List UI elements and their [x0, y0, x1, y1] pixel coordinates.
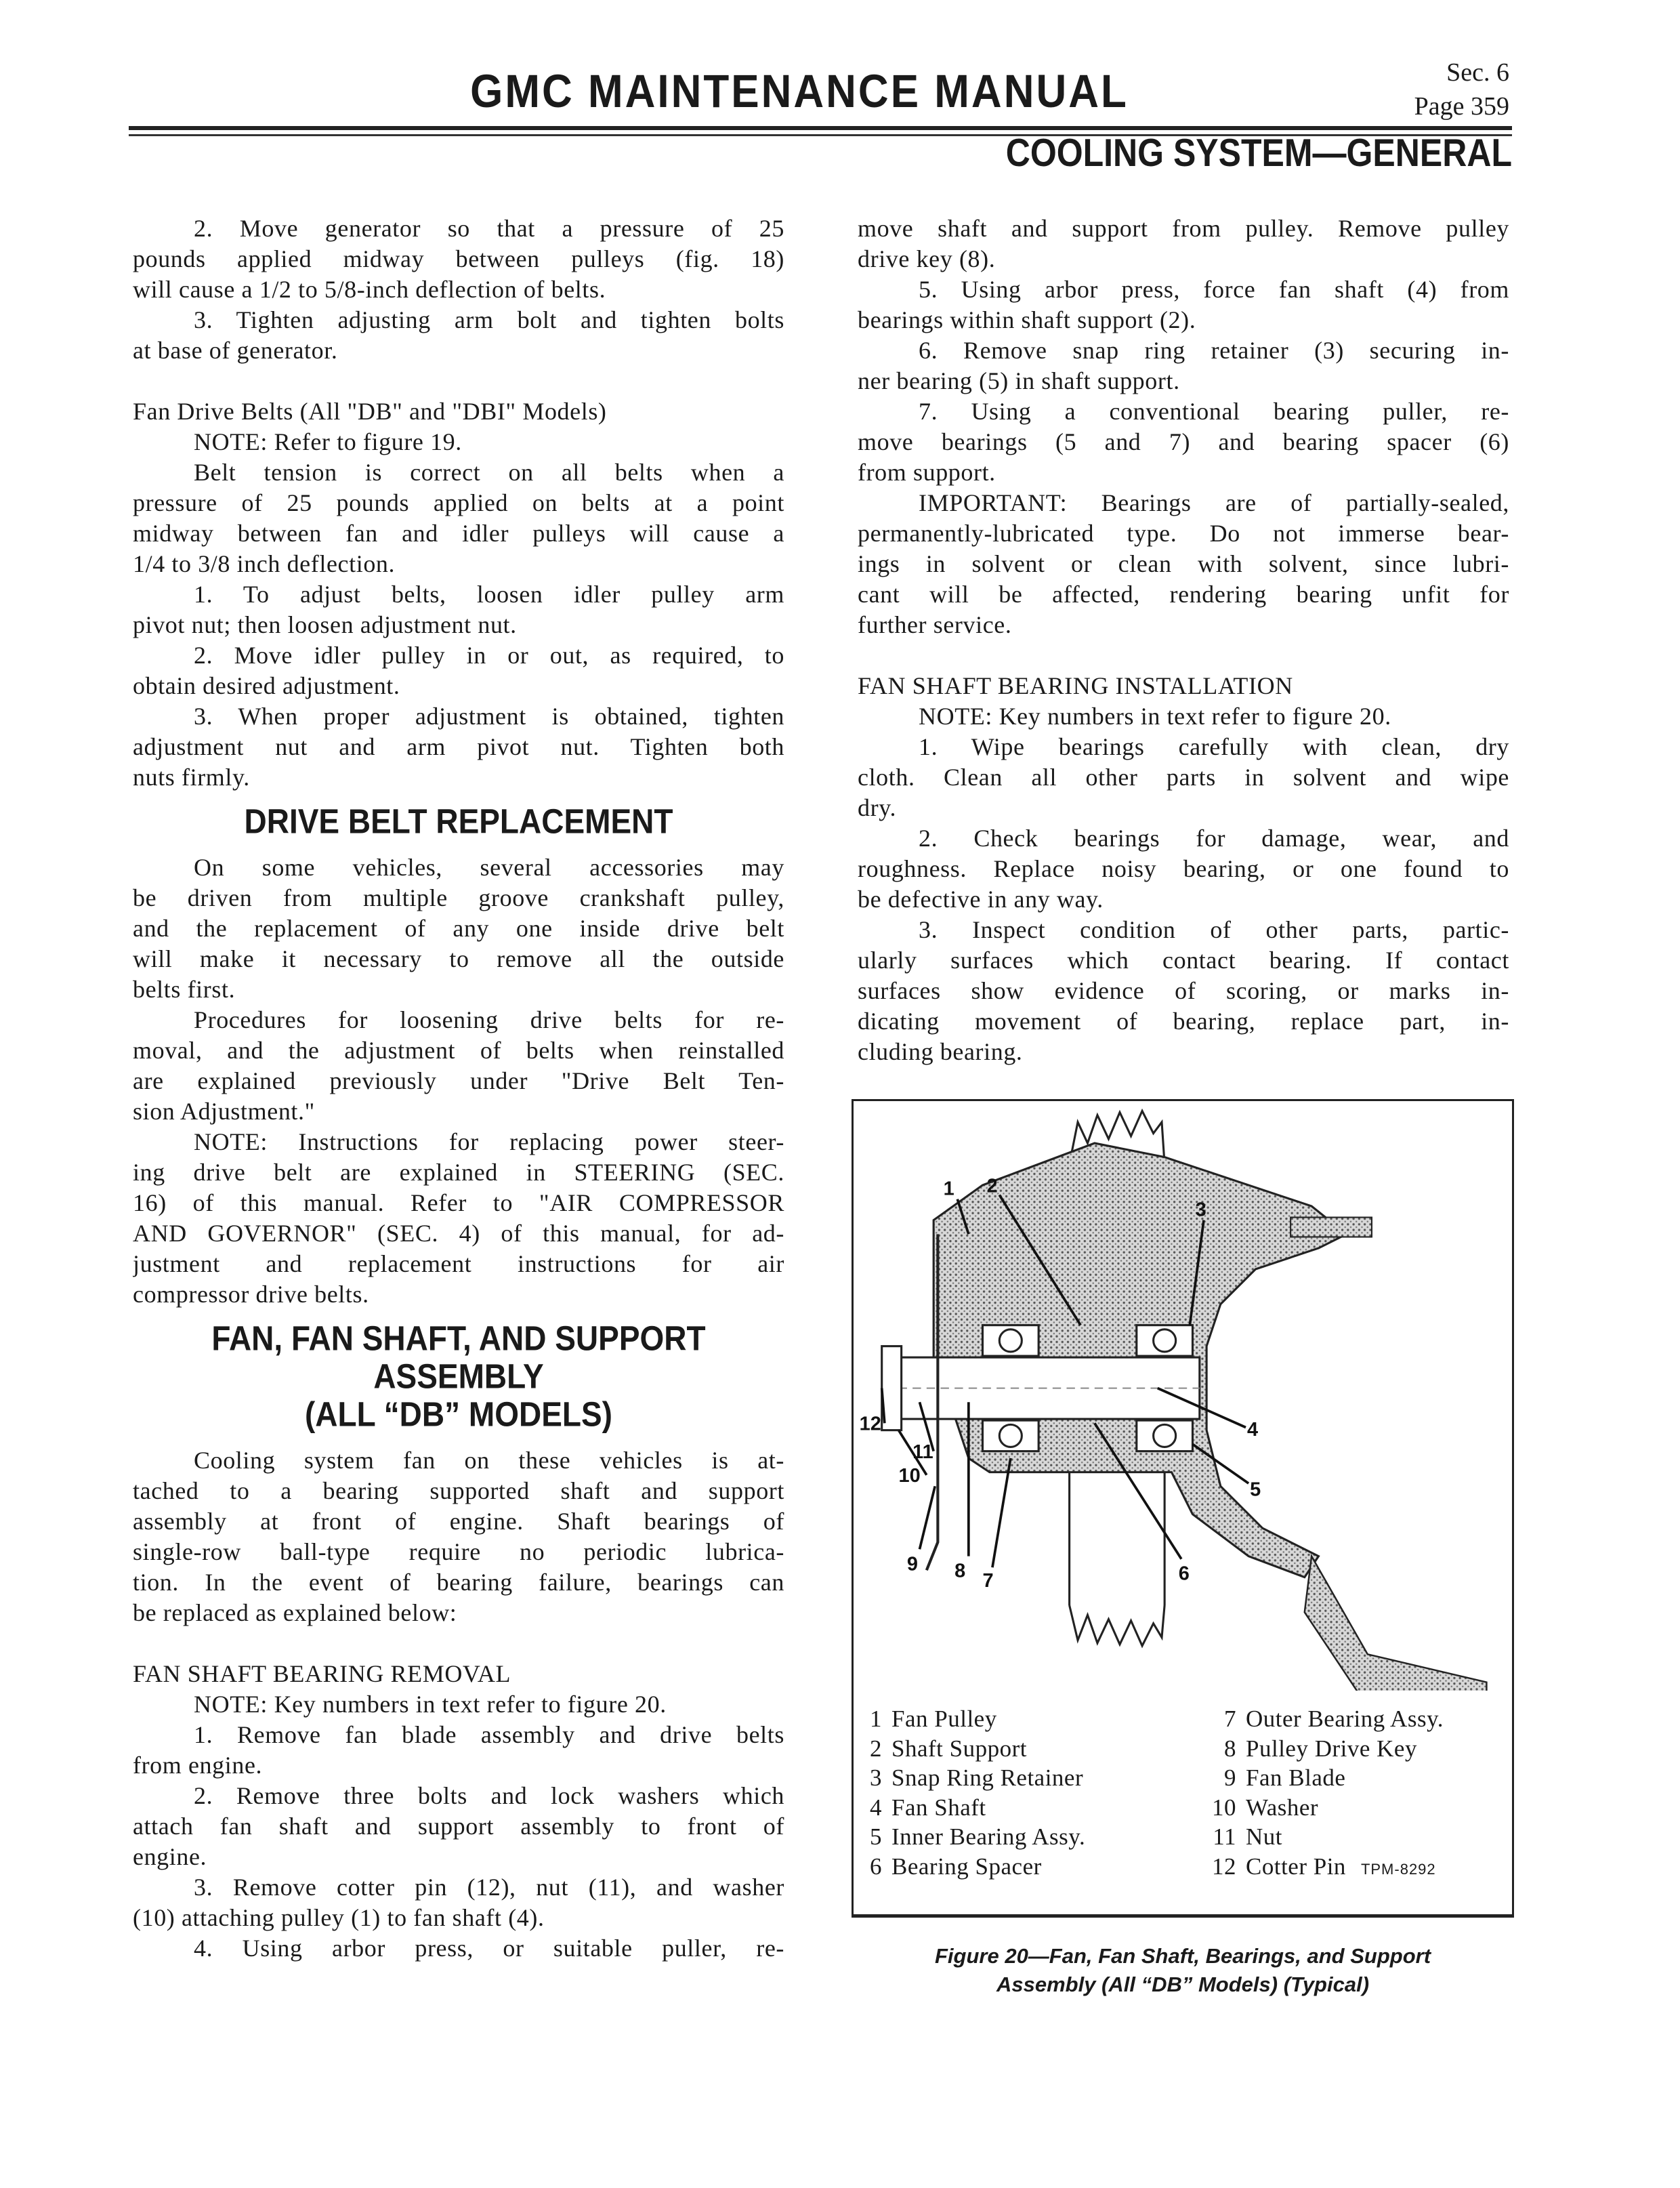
- legend-item: [1199, 1704, 1444, 1734]
- legend-label: Bearing Spacer: [891, 1853, 1042, 1880]
- paragraph: [133, 640, 784, 701]
- text-line: justment and replacement instructions for air: [133, 1250, 784, 1277]
- legend-number: 6: [870, 1853, 882, 1880]
- text-line: cluding bearing.: [858, 1038, 1023, 1065]
- legend-label: Pulley Drive Key: [1246, 1735, 1417, 1762]
- paragraph: [133, 427, 784, 457]
- caption-line: Figure 20—Fan, Fan Shaft, Bearings, and Support: [934, 1944, 1431, 1968]
- text-line: (10) attaching pulley (1) to fan shaft (4).: [133, 1904, 545, 1931]
- text-line: surfaces show evidence of scoring, or marks in-: [858, 977, 1509, 1004]
- legend-number: 9: [1224, 1764, 1236, 1791]
- legend-item: [1199, 1763, 1444, 1793]
- text-line: AND GOVERNOR" (SEC. 4) of this manual, for ad-: [133, 1220, 784, 1247]
- text-line: dicating movement of bearing, replace part, in-: [858, 1008, 1509, 1035]
- legend-item: [1199, 1822, 1444, 1852]
- legend-label: Fan Blade: [1246, 1764, 1346, 1791]
- legend-item: [863, 1822, 1085, 1852]
- hose-fitting: [1290, 1218, 1372, 1237]
- legend-right: [1199, 1704, 1444, 1884]
- paragraph: [133, 1689, 784, 1720]
- text-line: drive key (8).: [858, 245, 996, 272]
- paragraph: [133, 457, 784, 579]
- text-line: cloth. Clean all other parts in solvent and wipe: [858, 764, 1509, 791]
- paragraph: [858, 488, 1509, 640]
- text-line: NOTE: Instructions for replacing power steer-: [194, 1128, 784, 1155]
- text-line: 1. Remove fan blade assembly and drive belts: [194, 1721, 784, 1748]
- legend-number: 8: [1224, 1735, 1236, 1762]
- paragraph: [858, 213, 1509, 274]
- legend-label: Washer: [1246, 1794, 1319, 1821]
- legend-number: 1: [870, 1706, 882, 1732]
- page-number: Page 359: [1414, 92, 1509, 121]
- text-line: midway between fan and idler pulleys will cause a: [133, 520, 784, 547]
- callout-4: 4: [1247, 1418, 1259, 1441]
- paragraph: [133, 1872, 784, 1933]
- paragraph: [133, 213, 784, 305]
- callout-8: 8: [954, 1560, 966, 1582]
- paragraph: [858, 396, 1509, 488]
- text-line: 3. When proper adjustment is obtained, tighten: [194, 703, 784, 730]
- text-line: NOTE: Key numbers in text refer to figure 20.: [194, 1691, 667, 1718]
- text-line: On some vehicles, several accessories may: [194, 854, 784, 881]
- text-line: IMPORTANT: Bearings are of partially-sealed,: [919, 489, 1509, 516]
- text-line: 2. Check bearings for damage, wear, and: [919, 825, 1509, 852]
- subsection-title: [133, 396, 784, 427]
- paragraph: [133, 1781, 784, 1872]
- text-line: dry.: [858, 794, 897, 821]
- text-line: from support.: [858, 459, 996, 486]
- paragraph: [133, 1933, 784, 1964]
- section-number: Sec. 6: [1446, 58, 1509, 87]
- text-line: permanently-lubricated type. Do not immerse bear-: [858, 520, 1509, 547]
- legend-label: Shaft Support: [891, 1735, 1027, 1762]
- text-line: roughness. Replace noisy bearing, or one found to: [858, 855, 1509, 882]
- text-line: tached to a bearing supported shaft and support: [133, 1477, 784, 1504]
- text-line: and the replacement of any one inside drive belt: [133, 915, 784, 942]
- paragraph: [858, 732, 1509, 823]
- text-line: NOTE: Key numbers in text refer to figure 20.: [919, 703, 1391, 730]
- text-line: 1/4 to 3/8 inch deflection.: [133, 550, 396, 577]
- callout-7: 7: [982, 1570, 994, 1592]
- subsection-title: [858, 671, 1509, 701]
- legend-item: [863, 1763, 1085, 1793]
- text-line: sion Adjustment.": [133, 1098, 315, 1125]
- text-line: 2. Remove three bolts and lock washers which: [194, 1782, 784, 1809]
- text-line: will make it necessary to remove all the outside: [133, 945, 784, 972]
- text-line: 6. Remove snap ring retainer (3) securing in-: [919, 337, 1509, 364]
- text-line: 7. Using a conventional bearing puller, re-: [919, 398, 1509, 425]
- drawing-code: TPM-8292: [1360, 1860, 1436, 1878]
- subsection-title: [133, 1659, 784, 1689]
- text-line: adjustment nut and arm pivot nut. Tighten both: [133, 733, 784, 760]
- legend-item: [863, 1734, 1085, 1764]
- text-line: pressure of 25 pounds applied on belts at a point: [133, 489, 784, 516]
- text-line: be defective in any way.: [858, 886, 1104, 913]
- text-line: move shaft and support from pulley. Remove pulley: [858, 215, 1509, 242]
- legend-number: 10: [1212, 1794, 1236, 1821]
- paragraph: [858, 823, 1509, 915]
- paragraph: [858, 335, 1509, 396]
- paragraph: [133, 305, 784, 366]
- spacer: [133, 366, 784, 396]
- heading-line: DRIVE BELT REPLACEMENT: [244, 802, 673, 841]
- text-line: bearings within shaft support (2).: [858, 306, 1196, 333]
- legend-item: [863, 1793, 1085, 1823]
- text-line: further service.: [858, 611, 1012, 638]
- legend-number: 2: [870, 1735, 882, 1762]
- text-line: assembly at front of engine. Shaft bearings of: [133, 1508, 784, 1535]
- text-line: 3. Remove cotter pin (12), nut (11), and washer: [194, 1874, 784, 1901]
- text-line: 1. To adjust belts, loosen idler pulley arm: [194, 581, 784, 608]
- text-line: ner bearing (5) in shaft support.: [858, 367, 1180, 394]
- text-line: 3. Tighten adjusting arm bolt and tighten bolts: [194, 306, 784, 333]
- manual-title: GMC MAINTENANCE MANUAL: [470, 66, 1129, 118]
- text-line: moval, and the adjustment of belts when reinstalled: [133, 1037, 784, 1064]
- callout-6: 6: [1178, 1563, 1190, 1585]
- text-line: belts first.: [133, 976, 236, 1003]
- figure-20: [852, 1099, 1514, 1918]
- text-line: FAN SHAFT BEARING INSTALLATION: [858, 672, 1293, 699]
- text-line: from engine.: [133, 1752, 263, 1779]
- spacer: [858, 640, 1509, 671]
- text-line: pivot nut; then loosen adjustment nut.: [133, 611, 517, 638]
- paragraph: [133, 701, 784, 793]
- callout-3: 3: [1195, 1199, 1206, 1221]
- text-line: FAN SHAFT BEARING REMOVAL: [133, 1660, 511, 1687]
- caption-line: Assembly (All “DB” Models) (Typical): [996, 1973, 1370, 1996]
- legend-item: [863, 1704, 1085, 1734]
- legend-number: 11: [1213, 1823, 1236, 1850]
- text-line: will cause a 1/2 to 5/8-inch deflection of belts.: [133, 276, 606, 303]
- callout-2: 2: [986, 1175, 998, 1197]
- section-heading: [133, 802, 784, 840]
- text-line: 1. Wipe bearings carefully with clean, dry: [919, 733, 1509, 760]
- text-line: nuts firmly.: [133, 764, 250, 791]
- paragraph: [133, 852, 784, 1005]
- text-line: cant will be affected, rendering bearing unfit for: [858, 581, 1509, 608]
- text-line: attach fan shaft and support assembly to front of: [133, 1813, 784, 1840]
- legend-item: [1199, 1852, 1444, 1884]
- callout-9: 9: [906, 1553, 918, 1575]
- line-text: Fan Drive Belts (All "DB" and "DBI" Models): [133, 398, 607, 425]
- engine-mount-bracket: [1305, 1556, 1487, 1691]
- callout-10: 10: [898, 1465, 921, 1487]
- paragraph: [133, 1127, 784, 1310]
- paragraph: [133, 579, 784, 640]
- legend-number: 7: [1224, 1706, 1236, 1732]
- text-line: 4. Using arbor press, or suitable puller, re-: [194, 1935, 784, 1962]
- chapter-title: COOLING SYSTEM—GENERAL: [1005, 131, 1512, 175]
- spacer: [133, 1628, 784, 1659]
- legend-number: 5: [870, 1823, 882, 1850]
- legend-label: Cotter Pin: [1246, 1853, 1346, 1880]
- paragraph: [133, 1445, 784, 1628]
- text-line: 3. Inspect condition of other parts, partic-: [919, 916, 1509, 943]
- callout-5: 5: [1250, 1479, 1261, 1501]
- text-line: NOTE: Refer to figure 19.: [194, 428, 462, 455]
- callout-11: 11: [912, 1441, 933, 1463]
- text-line: Belt tension is correct on all belts when a: [194, 459, 784, 486]
- fan-shaft-cross-section-diagram: [854, 1101, 1512, 1691]
- heading-line: FAN, FAN SHAFT, AND SUPPORT: [211, 1319, 706, 1358]
- paragraph: [858, 915, 1509, 1067]
- text-line: ularly surfaces which contact bearing. If contact: [858, 947, 1509, 974]
- legend-label: Nut: [1246, 1823, 1282, 1850]
- legend-item: [1199, 1734, 1444, 1764]
- callout-1: 1: [943, 1178, 954, 1200]
- text-line: 2. Move idler pulley in or out, as required, to: [194, 642, 784, 669]
- heading-line: ASSEMBLY: [373, 1357, 544, 1396]
- text-line: be replaced as explained below:: [133, 1599, 457, 1626]
- text-line: 5. Using arbor press, force fan shaft (4) from: [919, 276, 1509, 303]
- legend-label: Fan Pulley: [891, 1706, 997, 1732]
- text-line: ings in solvent or clean with solvent, since lubri-: [858, 550, 1509, 577]
- paragraph: [133, 1005, 784, 1127]
- paragraph: [858, 274, 1509, 335]
- text-line: 16) of this manual. Refer to "AIR COMPRESSOR: [133, 1189, 784, 1216]
- paragraph: [858, 701, 1509, 732]
- right-column: [858, 213, 1509, 1067]
- text-line: be driven from multiple groove crankshaft pulley,: [133, 884, 784, 911]
- legend-number: 12: [1212, 1853, 1236, 1880]
- text-line: compressor drive belts.: [133, 1281, 369, 1308]
- text-line: obtain desired adjustment.: [133, 672, 400, 699]
- text-line: [133, 396, 784, 427]
- text-line: tion. In the event of bearing failure, bearings can: [133, 1569, 784, 1596]
- text-line: 2. Move generator so that a pressure of 25: [194, 215, 784, 242]
- figure-caption: [852, 1942, 1514, 1999]
- callout-12: 12: [859, 1413, 881, 1435]
- text-line: at base of generator.: [133, 337, 338, 364]
- legend-number: 4: [870, 1794, 882, 1821]
- text-line: ing drive belt are explained in STEERING (SEC.: [133, 1159, 784, 1186]
- legend-label: Fan Shaft: [891, 1794, 986, 1821]
- legend-label: Inner Bearing Assy.: [891, 1823, 1086, 1850]
- text-line: Procedures for loosening drive belts for re-: [194, 1006, 784, 1033]
- text-line: move bearings (5 and 7) and bearing spacer (6): [858, 428, 1509, 455]
- legend-item: [863, 1852, 1085, 1882]
- text-line: Cooling system fan on these vehicles is at-: [194, 1447, 784, 1474]
- legend-item: [1199, 1793, 1444, 1823]
- legend-number: 3: [870, 1764, 882, 1791]
- heading-line: (ALL “DB” MODELS): [304, 1395, 612, 1434]
- text-line: pounds applied midway between pulleys (fig. 18): [133, 245, 784, 272]
- text-line: single-row ball-type require no periodic lubrica-: [133, 1538, 784, 1565]
- text-line: are explained previously under "Drive Belt Ten-: [133, 1067, 784, 1094]
- paragraph: [133, 1720, 784, 1781]
- section-page-info: [1414, 56, 1509, 123]
- legend-left: [863, 1704, 1085, 1881]
- section-heading: [133, 1319, 784, 1433]
- legend-label: Snap Ring Retainer: [891, 1764, 1084, 1791]
- legend-label: Outer Bearing Assy.: [1246, 1706, 1444, 1732]
- left-column: [133, 213, 784, 1964]
- text-line: engine.: [133, 1843, 207, 1870]
